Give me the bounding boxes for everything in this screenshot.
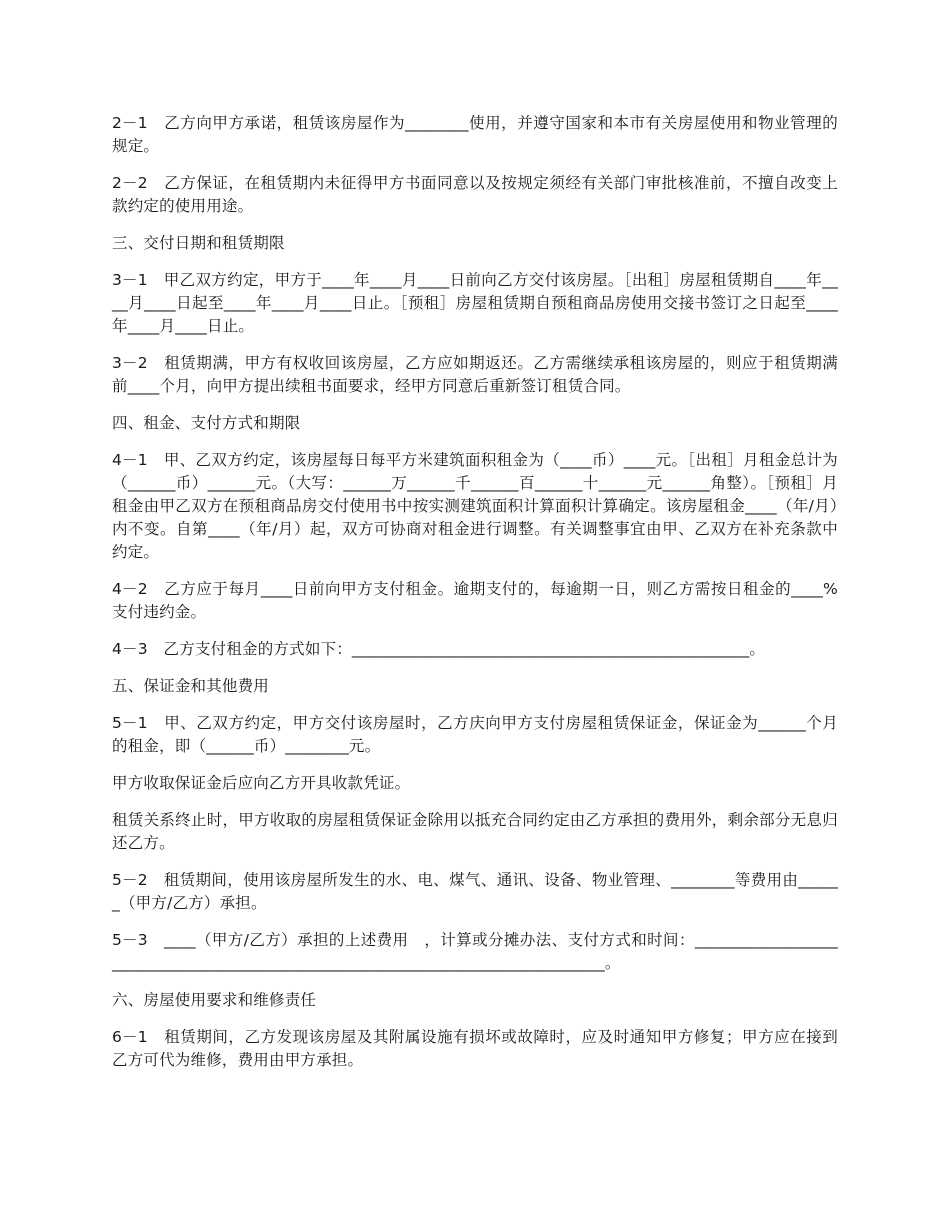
clause-2-1: 2－1 乙方向甲方承诺，租赁该房屋作为________使用，并遵守国家和本市有关房屋使用和物业管理的规定。 (112, 114, 838, 155)
clause-6-1: 6－1 租赁期间，乙方发现该房屋及其附属设施有损坏或故障时，应及时通知甲方修复；甲方应在接到乙方可代为维修，费用由甲方承担。 (112, 1028, 838, 1069)
section-heading-6: 六、房屋使用要求和维修责任 (112, 991, 317, 1009)
clause-4-2: 4－2 乙方应于每月____日前向甲方支付租金。逾期支付的，每逾期一日，则乙方需按日租金的____%支付违约金。 (112, 580, 838, 621)
deposit-return-note: 租赁关系终止时，甲方收取的房屋租赁保证金除用以抵充合同约定由乙方承担的费用外，剩余部分无息归还乙方。 (112, 811, 838, 852)
clause-3-2: 3－2 租赁期满，甲方有权收回该房屋，乙方应如期返还。乙方需继续承租该房屋的，则应于租赁期满前____个月，向甲方提出续租书面要求，经甲方同意后重新签订租赁合同。 (112, 354, 838, 395)
clause-2-2: 2－2 乙方保证，在租赁期内未征得甲方书面同意以及按规定须经有关部门审批核准前，不擅自改变上款约定的使用用途。 (112, 174, 838, 215)
clause-5-2: 5－2 租赁期间，使用该房屋所发生的水、电、煤气、通讯、设备、物业管理、________等费用由______（甲方/乙方）承担。 (112, 871, 838, 912)
section-heading-5: 五、保证金和其他费用 (112, 677, 270, 695)
section-heading-4: 四、租金、支付方式和期限 (112, 414, 301, 432)
section-heading-3: 三、交付日期和租赁期限 (112, 234, 285, 252)
clause-5-3: 5－3 ____（甲方/乙方）承担的上述费用 ，计算或分摊办法、支付方式和时间：________________________________________________________________________________。 (112, 931, 838, 972)
clause-3-1: 3－1 甲乙双方约定，甲方于____年____月____日前向乙方交付该房屋。［出租］房屋租赁期自____年____月____日起至____年____月____日止。［预租］房屋租赁期自预租商品房使用交接书签订之日起至____年____月____日止。 (112, 271, 838, 335)
clause-4-3: 4－3 乙方支付租金的方式如下：__________________________________________________。 (112, 640, 766, 658)
clause-5-1: 5－1 甲、乙双方约定，甲方交付该房屋时，乙方庆向甲方支付房屋租赁保证金，保证金为______个月的租金，即（______币）________元。 (112, 714, 838, 755)
clause-4-1: 4－1 甲、乙双方约定，该房屋每日每平方米建筑面积租金为（____币）____元。［出租］月租金总计为（______币）______元。（大写：______万______千______百______十______元______角整）。［预租］月租金由甲乙双方在预租商品房交付使用书中按实测建筑面积计算面积计算确定。该房屋租金____（年/月）内不变。自第____（年/月）起，双方可协商对租金进行调整。有关调整事宜由甲、乙双方在补充条款中约定。 (112, 451, 838, 561)
deposit-receipt-note: 甲方收取保证金后应向乙方开具收款凭证。 (112, 774, 411, 792)
